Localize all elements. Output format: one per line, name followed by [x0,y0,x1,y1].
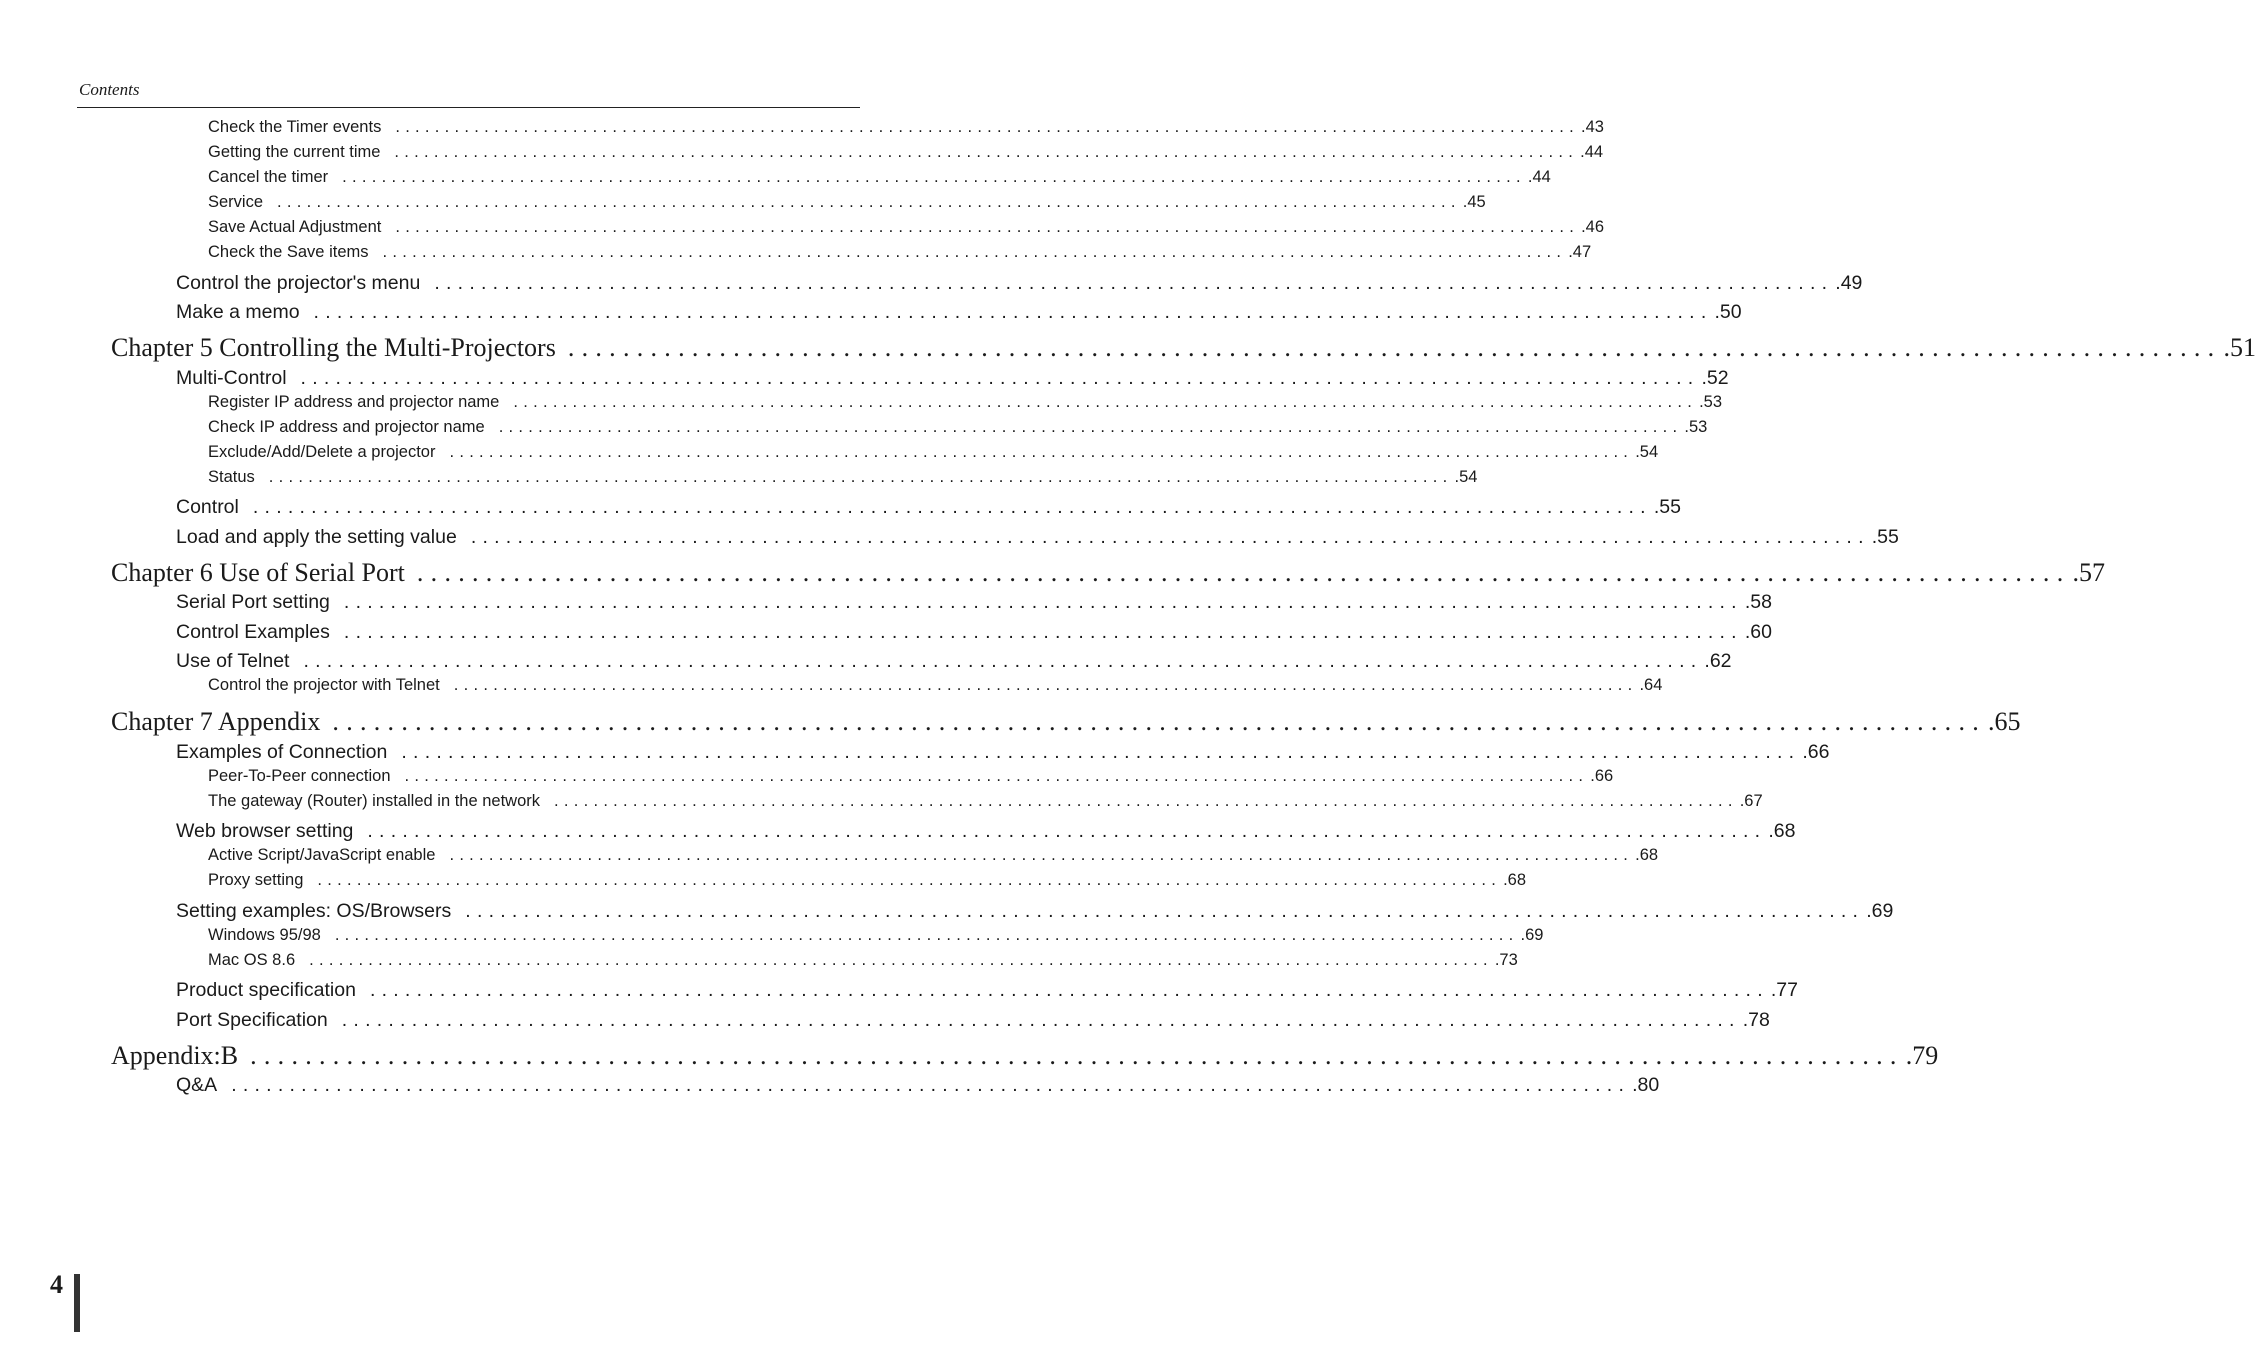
toc-entry-label: Setting examples: OS/Browsers [176,900,452,922]
toc-subsection-entry [208,418,1708,437]
toc-dot-leader: ........................................................................................................................ [369,979,1769,1001]
toc-section-entry [176,820,1796,843]
toc-entry-label: Port Specification [176,1009,328,1031]
toc-dot-leader: ........................................................................................................................ [465,900,1865,922]
toc-dot-leader: ........................................................................................................................ [470,526,1870,548]
toc-dot-leader: ........................................................................................................................ [367,820,1767,842]
toc-dot-leader: ........................................................................................................................ [303,650,1703,672]
toc-subsection-entry [208,846,1659,865]
toc-entry-page: .52 [1701,367,1729,389]
toc-entry-label: Register IP address and projector name [208,393,500,411]
toc-subsection-entry [208,676,1663,695]
toc-subsection-entry [208,393,1723,412]
toc-subsection-entry [208,443,1659,462]
toc-dot-leader: ........................................................................................................................ [342,168,1526,186]
toc-entry-page: .55 [1871,526,1899,548]
toc-section-entry [176,272,1863,295]
toc-dot-leader: ........................................................................................................................ [567,333,2222,362]
toc-entry-page: .69 [1520,926,1544,944]
toc-entry-page: .78 [1742,1009,1770,1031]
toc-subsection-entry [208,168,1551,187]
toc-dot-leader: ........................................................................................................................ [401,741,1801,763]
toc-dot-leader: ........................................................................................................................ [404,767,1589,785]
toc-dot-leader: ........................................................................................................................ [268,468,1453,486]
toc-dot-leader: ........................................................................................................................ [382,243,1567,261]
toc-entry-page: .50 [1714,301,1742,323]
toc-dot-leader: ........................................................................................................................ [309,951,1493,969]
toc-chapter-entry [111,558,2105,588]
toc-entry-page: .68 [1635,846,1659,864]
toc-section-entry [176,591,1772,614]
toc-entry-page: .66 [1802,741,1830,763]
toc-subsection-entry [208,143,1604,162]
toc-entry-label: Load and apply the setting value [176,526,457,548]
toc-entry-page: .67 [1739,792,1763,810]
toc-entry-page: .80 [1632,1074,1660,1096]
toc-entry-label: Appendix:B [111,1041,239,1070]
toc-dot-leader: ........................................................................................................................ [332,707,1987,736]
toc-entry-label: Control Examples [176,621,330,643]
toc-entry-label: Control [176,496,239,518]
toc-subsection-entry [208,792,1763,811]
toc-dot-leader: ........................................................................................................................ [416,558,2071,587]
toc-entry-label: Chapter 5 Controlling the Multi-Projectors [111,333,556,362]
toc-entry-page: .60 [1744,621,1772,643]
toc-entry-label: Use of Telnet [176,650,290,672]
toc-section-entry [176,1074,1660,1097]
toc-entry-page: .43 [1581,118,1604,136]
toc-chapter-entry [111,707,2021,737]
toc-dot-leader: ........................................................................................................................ [343,591,1743,613]
toc-dot-leader: ........................................................................................................................ [341,1009,1741,1031]
toc-subsection-entry [208,951,1518,970]
toc-entry-page: .77 [1770,979,1798,1001]
toc-entry-page: .53 [1699,393,1723,411]
toc-section-entry [176,741,1830,764]
toc-dot-leader: ........................................................................................................................ [453,676,1638,694]
toc-dot-leader: ........................................................................................................................ [449,443,1634,461]
toc-entry-label: Check IP address and projector name [208,418,485,436]
toc-entry-page: .55 [1653,496,1681,518]
toc-entry-label: Q&A [176,1074,218,1096]
toc-section-entry [176,900,1894,923]
toc-section-entry [176,367,1729,390]
toc-entry-page: .69 [1866,900,1894,922]
toc-entry-page: .46 [1581,218,1605,236]
toc-section-entry [176,1009,1770,1032]
toc-entry-page: .54 [1635,443,1659,461]
toc-entry-label: Make a memo [176,301,300,323]
toc-entry-label: Getting the current time [208,143,381,161]
toc-dot-leader: ........................................................................................................................ [498,418,1683,436]
toc-entry-page: .51 [2223,333,2256,362]
toc-subsection-entry [208,118,1604,137]
toc-entry-label: Mac OS 8.6 [208,951,296,969]
toc-subsection-entry [208,193,1486,212]
toc-entry-label: Active Script/JavaScript enable [208,846,436,864]
toc-chapter-entry [111,333,2256,363]
toc-entry-page: .64 [1639,676,1663,694]
toc-entry-label: Service [208,193,264,211]
toc-entry-label: Proxy setting [208,871,304,889]
toc-dot-leader: ........................................................................................................................ [395,118,1580,136]
toc-entry-label: Save Actual Adjustment [208,218,382,236]
toc-section-entry [176,650,1732,673]
toc-subsection-entry [208,767,1614,786]
toc-entry-label: Windows 95/98 [208,926,321,944]
toc-entry-page: .49 [1835,272,1863,294]
toc-subsection-entry [208,243,1592,262]
toc-entry-page: .57 [2072,558,2105,587]
toc-entry-page: .66 [1590,767,1614,785]
toc-dot-leader: ........................................................................................................................ [231,1074,1631,1096]
toc-entry-page: .79 [1905,1041,1939,1070]
toc-entry-label: Web browser setting [176,820,354,842]
toc-entry-label: Cancel the timer [208,168,329,186]
toc-entry-label: Examples of Connection [176,741,388,763]
toc-entry-label: Check the Timer events [208,118,382,136]
toc-dot-leader: ........................................................................................................................ [313,301,1713,323]
toc-entry-page: .68 [1503,871,1527,889]
toc-entry-page: .44 [1527,168,1551,186]
toc-section-entry [176,979,1798,1002]
toc-entry-page: .53 [1684,418,1708,436]
toc-dot-leader: ........................................................................................................................ [252,496,1652,518]
toc-dot-leader: ........................................................................................................................ [300,367,1700,389]
toc-section-entry [176,301,1742,324]
toc-dot-leader: ........................................................................................................................ [394,143,1579,161]
toc-entry-page: .65 [1988,707,2021,736]
toc-dot-leader: ........................................................................................................................ [395,218,1580,236]
toc-dot-leader: ........................................................................................................................ [449,846,1634,864]
toc-entry-label: Peer-To-Peer connection [208,767,391,785]
toc-entry-page: .47 [1568,243,1592,261]
toc-entry-label: Status [208,468,255,486]
toc-subsection-entry [208,871,1527,890]
toc-entry-page: .54 [1454,468,1478,486]
toc-entry-label: Control the projector's menu [176,272,421,294]
toc-dot-leader: ........................................................................................................................ [317,871,1502,889]
toc-section-entry [176,496,1681,519]
toc-dot-leader: ........................................................................................................................ [250,1041,1904,1070]
toc-subsection-entry [208,468,1478,487]
toc-dot-leader: ........................................................................................................................ [277,193,1461,211]
running-head: Contents [79,80,140,99]
toc-entry-label: Multi-Control [176,367,287,389]
page-number-bar [74,1274,80,1332]
toc-entry-page: .73 [1494,951,1518,969]
toc-entry-page: .62 [1704,650,1732,672]
toc-dot-leader: ........................................................................................................................ [334,926,1519,944]
toc-chapter-entry [111,1041,1939,1071]
toc-subsection-entry [208,218,1605,237]
toc-dot-leader: ........................................................................................................................ [513,393,1698,411]
toc-dot-leader: ........................................................................................................................ [343,621,1743,643]
toc-entry-page: .58 [1744,591,1772,613]
toc-entry-page: .44 [1580,143,1604,161]
toc-section-entry [176,621,1772,644]
toc-entry-label: Chapter 6 Use of Serial Port [111,558,405,587]
toc-subsection-entry [208,926,1544,945]
toc-entry-page: .68 [1768,820,1796,842]
toc-entry-label: The gateway (Router) installed in the network [208,792,540,810]
toc-entry-label: Serial Port setting [176,591,330,613]
toc-entry-label: Check the Save items [208,243,369,261]
toc-entry-label: Control the projector with Telnet [208,676,440,694]
toc-entry-label: Chapter 7 Appendix [111,707,321,736]
toc-entry-label: Product specification [176,979,356,1001]
page-number: 4 [50,1270,63,1299]
toc-dot-leader: ........................................................................................................................ [434,272,1834,294]
toc-section-entry [176,526,1899,549]
toc-entry-page: .45 [1462,193,1486,211]
toc-dot-leader: ........................................................................................................................ [554,792,1738,810]
toc-entry-label: Exclude/Add/Delete a projector [208,443,436,461]
